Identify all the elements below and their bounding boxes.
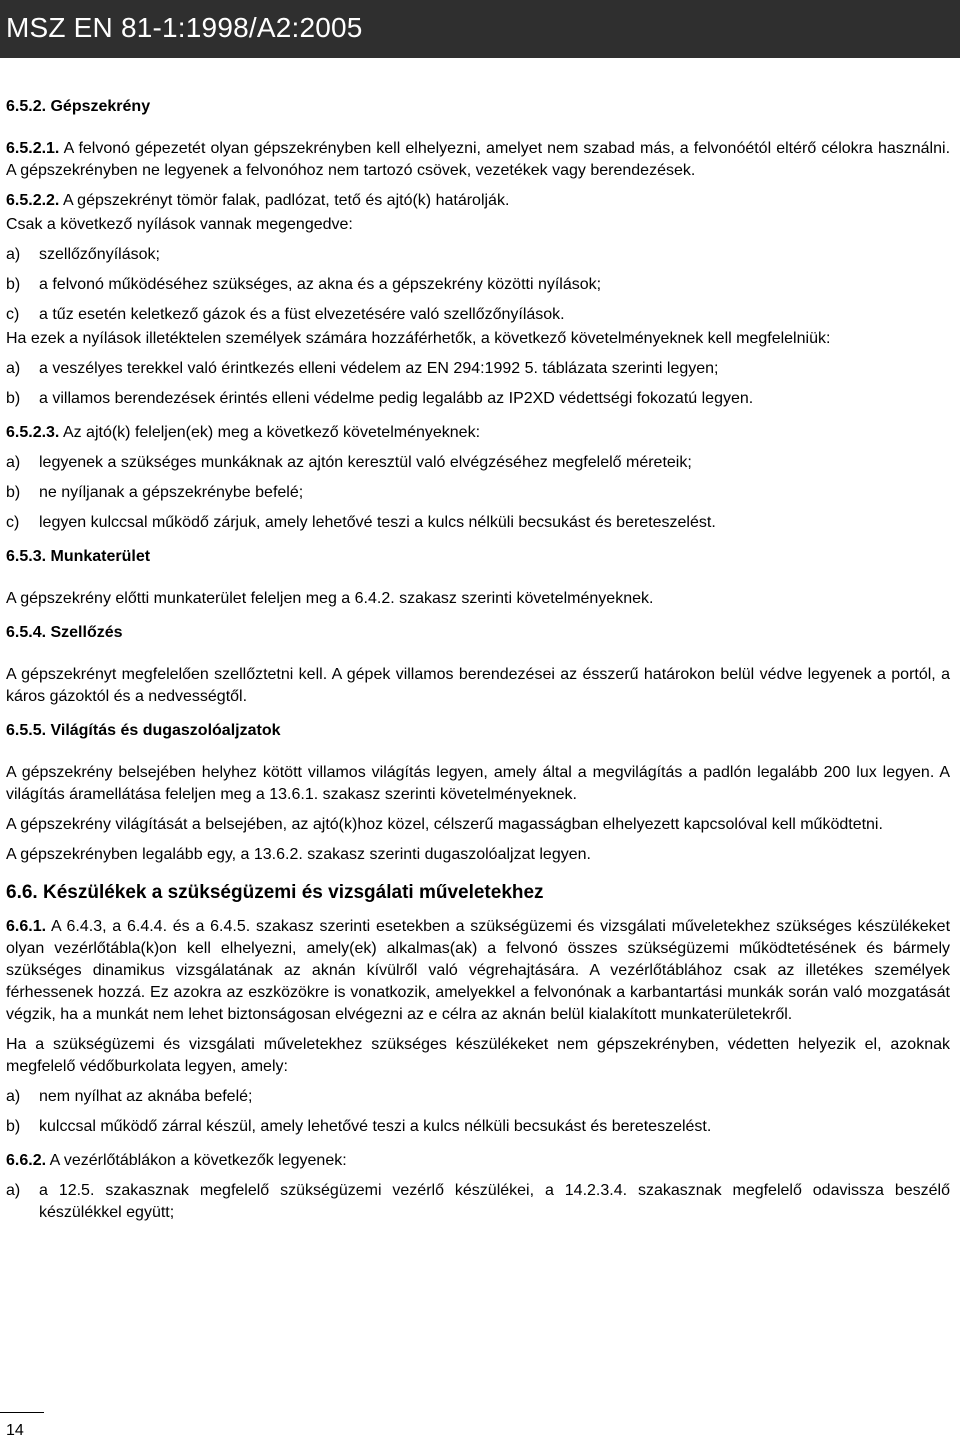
list-item	[6, 1180, 950, 1224]
list-text: a 12.5. szakasznak megfelelő szükségüzemi vezérlő készülékei, a 14.2.3.4. szakasznak megfelelő odavissza beszélő készülékkel együtt;	[39, 1182, 950, 1221]
access-paragraph: Ha ezek a nyílások illetéktelen személyek számára hozzáférhetők, a következő követelményeknek kell megfelelniük:	[6, 330, 831, 347]
clause-text: A vezérlőtáblákon a következők legyenek:	[49, 1152, 347, 1169]
section-title: Szellőzés	[50, 624, 123, 641]
list-item	[6, 512, 950, 534]
clause-number: 6.5.2.1.	[6, 140, 60, 157]
list-label: a)	[6, 360, 21, 377]
clause-text: A felvonó gépezetét olyan gépszekrényben kell elhelyezni, amelyet nem szabad más, a felvonóétól eltérő célokra használni. A gépszekrényben ne legyenek a felvonóhoz nem tartozó csövek, vezetékek vagy berendezések.	[6, 140, 951, 179]
openings-intro: Csak a következő nyílások vannak megengedve:	[6, 216, 353, 233]
list-label: c)	[6, 306, 20, 323]
list-item	[6, 388, 950, 410]
list-text: ne nyíljanak a gépszekrénybe befelé;	[39, 484, 304, 501]
clause-text: A 6.4.3, a 6.4.4. és a 6.4.5. szakasz szerinti esetekben a szükségüzemi és vizsgálati műveletekhez szükséges készülékeket olyan vezérlőtábla(k)on kell elhelyezni, amely(ek) alkalmas(ak) a felvonó összes szükségüzemi működtetésének és bármely szükséges dinamikus vizsgálatának az aknán kívülről való végrehajtására. A vezérlőtáblához csak az illetékes személyek férhessenek hozzá. Ez azokra az eszközökre is vonatkozik, amelyekkel a felvonónak a karbantartási munkák során való mozgatását végzik, ha a munkát nem lehet biztonságosan elvégezni az e célra az aknán belül kialakított munkaterületekről.	[6, 918, 951, 1023]
paragraph-6-6-1	[6, 916, 950, 1026]
page-header	[0, 0, 960, 58]
section-6-6-heading	[6, 882, 950, 904]
list-text: a tűz esetén keletkező gázok és a füst elvezetésére való szellőzőnyílások.	[39, 306, 565, 323]
clause-number: 6.6.2.	[6, 1152, 47, 1169]
paragraph-6-5-2-3	[6, 422, 950, 444]
section-title: Készülékek a szükségüzemi és vizsgálati műveletekhez	[42, 882, 544, 903]
list-item	[6, 244, 950, 266]
section-title: Munkaterület	[50, 548, 151, 565]
document-title: MSZ EN 81-1:1998/A2:2005	[6, 12, 363, 43]
list-text: szellőzőnyílások;	[39, 246, 160, 263]
section-number: 6.6.	[6, 882, 38, 903]
list-text: a felvonó működéséhez szükséges, az akna és a gépszekrény közötti nyílások;	[39, 276, 602, 293]
list-text: a villamos berendezések érintés elleni védelme pedig legalább az IP2XD védettségi fokozatú legyen.	[39, 390, 754, 407]
paragraph-6-5-5-switch: A gépszekrény világítását a belsejében, az ajtó(k)hoz közel, célszerű magasságban elhelyezett kapcsolóval kell működtetni.	[6, 816, 883, 833]
page-number: 14	[6, 1422, 24, 1439]
list-item	[6, 1086, 950, 1108]
footer-divider	[0, 1412, 44, 1413]
list-label: b)	[6, 484, 21, 501]
paragraph-6-6-1-cover: Ha a szükségüzemi és vizsgálati műveletekhez szükséges készülékeket nem gépszekrényben, védetten helyezik el, azoknak megfelelő védőburkolata legyen, amely:	[6, 1036, 950, 1075]
list-label: b)	[6, 390, 21, 407]
list-item	[6, 304, 950, 326]
clause-text: A gépszekrényt tömör falak, padlózat, tető és ajtó(k) határolják.	[62, 192, 510, 209]
list-item	[6, 452, 950, 474]
list-text: legyen kulccsal működő zárjuk, amely lehetővé teszi a kulcs nélküli becsukást és bereteszelést.	[39, 514, 716, 531]
section-title: Gépszekrény	[50, 98, 151, 115]
document-body	[6, 96, 950, 1232]
clause-text: Az ajtó(k) feleljen(ek) meg a következő követelményeknek:	[62, 424, 481, 441]
list-item	[6, 1116, 950, 1138]
clause-number: 6.5.2.2.	[6, 192, 60, 209]
list-label: a)	[6, 246, 21, 263]
list-text: a veszélyes terekkel való érintkezés elleni védelem az EN 294:1992 5. táblázata szerinti legyen;	[39, 360, 719, 377]
list-text: kulccsal működő zárral készül, amely lehetővé teszi a kulcs nélküli becsukást és bereteszelést.	[39, 1118, 712, 1135]
list-label: a)	[6, 454, 21, 471]
section-6-5-3-heading	[6, 546, 950, 568]
paragraph-6-5-5-lighting: A gépszekrény belsejében helyhez kötött villamos világítás legyen, amely által a megvilágítás a padlón legalább 200 lux legyen. A világítás áramellátása feleljen meg a 13.6.1. szakasz szerinti követelményeknek.	[6, 764, 950, 803]
paragraph-6-5-2-2	[6, 190, 950, 212]
list-item	[6, 358, 950, 380]
list-text: nem nyílhat az aknába befelé;	[39, 1088, 253, 1105]
section-number: 6.5.5.	[6, 722, 47, 739]
list-label: a)	[6, 1182, 21, 1199]
section-number: 6.5.3.	[6, 548, 47, 565]
section-number: 6.5.4.	[6, 624, 47, 641]
paragraph-6-5-4: A gépszekrényt megfelelően szellőztetni kell. A gépek villamos berendezései az ésszerű határokon belül védve legyenek a portól, a káros gázoktól és a nedvességtől.	[6, 666, 950, 705]
paragraph-6-5-3: A gépszekrény előtti munkaterület feleljen meg a 6.4.2. szakasz szerinti követelményeknek.	[6, 590, 654, 607]
list-text: legyenek a szükséges munkáknak az ajtón keresztül való elvégzéséhez megfelelő méreteik;	[39, 454, 692, 471]
list-item	[6, 274, 950, 296]
list-item	[6, 482, 950, 504]
list-label: c)	[6, 514, 20, 531]
paragraph-6-6-2	[6, 1150, 950, 1172]
clause-number: 6.5.2.3.	[6, 424, 60, 441]
paragraph-6-5-5-socket: A gépszekrényben legalább egy, a 13.6.2. szakasz szerinti dugaszolóaljzat legyen.	[6, 846, 591, 863]
section-6-5-2-heading	[6, 96, 950, 118]
list-label: b)	[6, 1118, 21, 1135]
paragraph-6-5-2-1	[6, 138, 950, 182]
section-title: Világítás és dugaszolóaljzatok	[50, 722, 281, 739]
section-6-5-5-heading	[6, 720, 950, 742]
list-label: b)	[6, 276, 21, 293]
list-label: a)	[6, 1088, 21, 1105]
clause-number: 6.6.1.	[6, 918, 47, 935]
section-6-5-4-heading	[6, 622, 950, 644]
section-number: 6.5.2.	[6, 98, 47, 115]
